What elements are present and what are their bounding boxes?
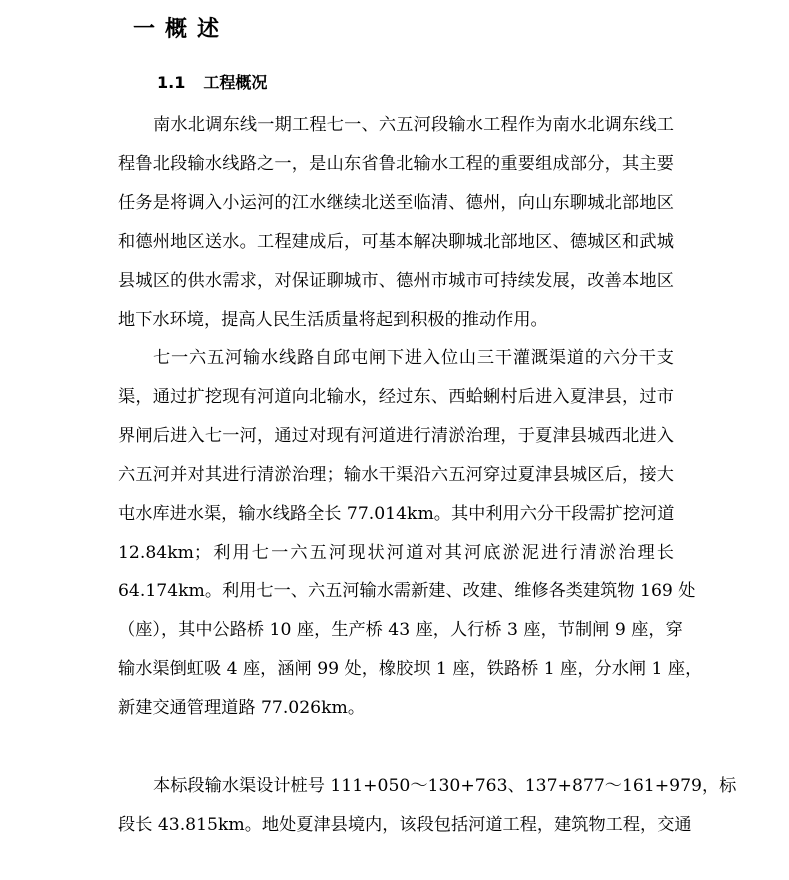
paragraph-line: 程鲁北段输水线路之一，是山东省鲁北输水工程的重要组成部分，其主要 bbox=[118, 153, 674, 174]
paragraph-section-scope bbox=[118, 767, 737, 845]
paragraph-line: 12.84km；利用七一六五河现状河道对其河底淤泥进行清淤治理长 bbox=[118, 542, 674, 563]
paragraph-line: 地下水环境，提高人民生活质量将起到积极的推动作用。 bbox=[118, 309, 548, 330]
paragraph-route bbox=[118, 339, 703, 728]
section-title: 工程概况 bbox=[203, 73, 268, 92]
paragraph-line: 输水渠倒虹吸 4 座，涵闸 99 处，橡胶坝 1 座，铁路桥 1 座，分水闸 1 座， bbox=[118, 659, 703, 680]
paragraph-line: 和德州地区送水。工程建成后，可基本解决聊城北部地区、德城区和武城 bbox=[118, 231, 674, 252]
paragraph-line: 南水北调东线一期工程七一、六五河段输水工程作为南水北调东线工 bbox=[153, 115, 674, 135]
paragraph-line: 任务是将调入小运河的江水继续北送至临清、德州，向山东聊城北部地区 bbox=[118, 192, 674, 213]
paragraph-overview bbox=[118, 106, 674, 339]
paragraph-line: 新建交通管理道路 77.026km。 bbox=[118, 698, 366, 719]
paragraph-line: 屯水库进水渠，输水线路全长 77.014km。其中利用六分干段需扩挖河道 bbox=[118, 503, 675, 524]
paragraph-line: 段长 43.815km。地处夏津县境内，该段包括河道工程，建筑物工程，交通 bbox=[118, 814, 692, 835]
paragraph-line: 渠，通过扩挖现有河道向北输水，经过东、西蛤蜊村后进入夏津县，过市 bbox=[118, 386, 674, 407]
chapter-number: 一 bbox=[133, 17, 166, 42]
paragraph-line: 界闸后进入七一河，通过对现有河道进行清淤治理，于夏津县城西北进入 bbox=[118, 425, 674, 446]
chapter-heading bbox=[133, 12, 229, 43]
chapter-title: 概述 bbox=[165, 17, 230, 42]
paragraph-line: 本标段输水渠设计桩号 111+050～130+763、137+877～161+979，标 bbox=[153, 776, 737, 796]
paragraph-line: 县城区的供水需求，对保证聊城市、德州市城市可持续发展，改善本地区 bbox=[118, 270, 674, 291]
paragraph-line: 七一六五河输水线路自邱屯闸下进入位山三干灌溉渠道的六分干支 bbox=[153, 348, 674, 368]
section-number: 1.1 bbox=[157, 73, 186, 92]
paragraph-line: 六五河并对其进行清淤治理；输水干渠沿六五河穿过夏津县城区后，接大 bbox=[118, 464, 674, 485]
section-heading bbox=[157, 70, 267, 93]
paragraph-line: （座），其中公路桥 10 座，生产桥 43 座，人行桥 3 座，节制闸 9 座，穿 bbox=[118, 620, 683, 641]
paragraph-line: 64.174km。利用七一、六五河输水需新建、改建、维修各类建筑物 169 处 bbox=[118, 581, 696, 602]
